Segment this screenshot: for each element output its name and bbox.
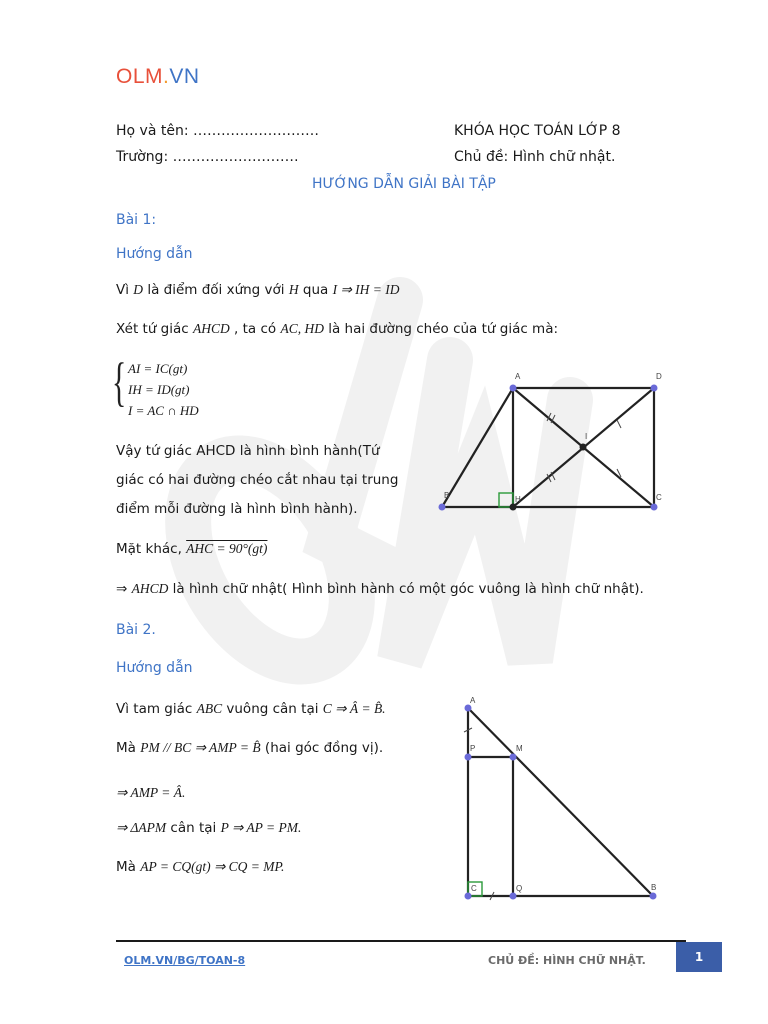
eq-ih-id: IH = ID(gt) [128,382,190,397]
figure-2-triangle [440,690,680,920]
logo-olm: OLM [116,65,164,88]
point-p [465,754,472,761]
point-q [510,893,517,900]
bai1-heading: Bài 1: [116,212,157,228]
point-i [580,444,587,451]
point-a [510,385,517,392]
bai1-conclusion: ⇒ AHCD là hình chữ nhật( Hình bình hành có một góc vuông là hình chữ nhật). [116,581,644,597]
eq-ai-ic: AI = IC(gt) [128,361,188,376]
bai1-para-4: Mặt khác, AHC = 90°(gt) [116,541,268,557]
bai1-line1: Vì D là điểm đối xứng với H qua I ⇒ IH = ID [116,282,400,298]
topic-title: Chủ đề: Hình chữ nhật. [454,149,616,165]
label-a: A [515,372,521,381]
bai1-guide-heading: Hướng dẫn [116,246,193,262]
label-m: M [516,744,523,753]
logo-vn: VN [169,65,200,88]
footer-link[interactable]: OLM.VN/BG/TOAN-8 [124,954,246,967]
label-h: H [515,495,521,504]
footer-topic: CHỦ ĐỀ: HÌNH CHỮ NHẬT. [488,954,646,967]
bai2-line4: ⇒ ΔAPM cân tại P ⇒ AP = PM. [116,820,302,836]
bai1-line2: Xét tứ giác AHCD , ta có AC, HD là hai đường chéo của tứ giác mà: [116,321,559,337]
point-m [510,754,517,761]
name-label: Họ và tên: ……………………… [116,123,319,139]
bai2-line1: Vì tam giác ABC vuông cân tại C ⇒ Â = B̂. [116,701,386,717]
point-b [439,504,446,511]
course-title: KHÓA HỌC TOÁN LỚP 8 [454,123,621,139]
bai1-para-3: điểm mỗi đường là hình bình hành). [116,501,358,517]
label-c2: C [471,884,477,893]
page-number: 1 [676,942,722,972]
label-c: C [656,493,662,502]
label-i: I [585,432,588,441]
bai2-line2: Mà PM // BC ⇒ AMP = B̂ (hai góc đồng vị). [116,740,384,756]
point-h [510,504,517,511]
point-a2 [465,705,472,712]
label-b2: B [651,883,657,892]
label-a2: A [470,696,476,705]
bai2-line5: Mà AP = CQ(gt) ⇒ CQ = MP. [116,859,285,875]
bai2-guide-heading: Hướng dẫn [116,660,193,676]
school-label: Trường: ……………………… [116,149,299,165]
bai2-heading: Bài 2. [116,622,156,638]
footer-divider [116,940,686,942]
point-b2 [650,893,657,900]
page-title: HƯỚNG DẪN GIẢI BÀI TẬP [312,176,496,192]
point-c2 [465,893,472,900]
bai2-line3: ⇒ AMP = Â. [116,785,186,800]
label-d: D [656,372,662,381]
label-p: P [470,744,476,753]
label-q: Q [516,884,523,893]
olm-logo[interactable] [116,64,200,89]
bai1-para-1: Vậy tứ giác AHCD là hình bình hành(Tứ [116,443,380,459]
bai1-para-2: giác có hai đường chéo cắt nhau tại trung [116,472,399,488]
point-c [651,504,658,511]
logo-dot: . [163,65,170,88]
point-d [651,385,658,392]
equation-system [128,358,199,421]
figure-1-rectangle [400,345,720,545]
eq-intersection: I = AC ∩ HD [128,403,199,418]
system-brace: { [112,352,127,412]
label-b: B [444,491,450,500]
